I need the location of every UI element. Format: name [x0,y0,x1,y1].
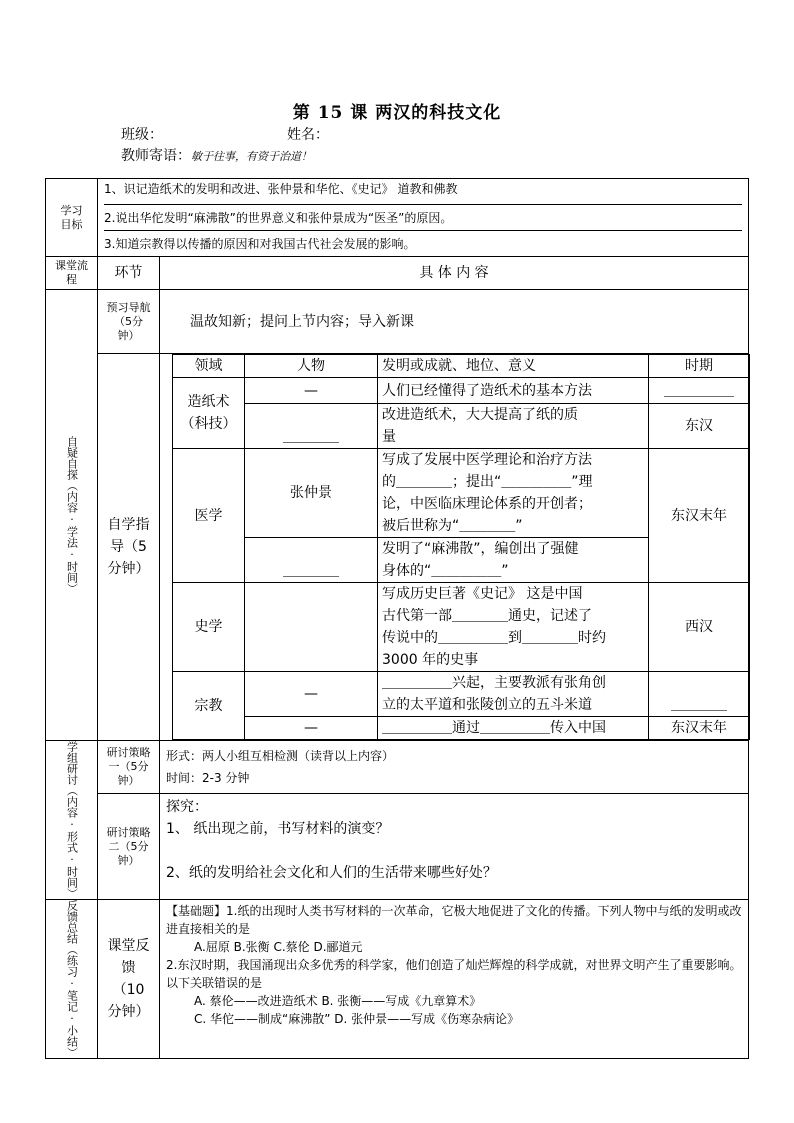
motto-label: 教师寄语： [121,148,191,164]
guide-label: 自学指导（5分钟） [98,354,160,741]
preview-content: 温故知新；提问上节内容；导入新课 [160,290,749,354]
group-study-side [46,741,98,900]
teacher-motto [121,145,312,165]
field-religion: 宗教 [173,672,245,740]
motto-text: 敏于往事，有资于治道！ [191,150,312,163]
self-study-label: 自疑自探（内容·学法·时间） [65,436,79,594]
medicine-person-2: ＿＿＿＿ [245,538,378,583]
strategy1-time: 时间：2-3 分钟 [166,771,250,786]
step-header: 环节 [98,257,160,290]
paper-desc-2: 改进造纸术，大大提高了纸的质 量 [378,404,649,449]
strategy1-label: 研讨策略一（5分钟） [98,741,160,794]
strategy1-content [160,741,749,794]
medicine-desc-1: 写成了发展中医学理论和治疗方法 的＿＿＿＿；提出“＿＿＿＿＿”理 论，中医临床理论体系的开创者； 被后世称为“＿＿＿＿” [378,449,649,538]
goal-item: 3.知道宗教得以传播的原因和对我国古代社会发展的影响。 [104,237,416,251]
religion-desc-1: ＿＿＿＿＿兴起，主要教派有张角创 立的太平道和张陵创立的五斗米道 [378,672,649,717]
flow-label: 课堂流程 [46,257,98,290]
religion-period-1: ＿＿＿＿ [649,672,750,717]
paper-period-1: ＿＿＿＿＿ [649,378,750,404]
history-period: 西汉 [649,583,750,672]
strategy1-form: 形式：两人小组互相检测（读背以上内容） [166,749,395,764]
feedback-q1: 【基础题】1.纸的出现时人类书写材料的一次革命，它极大地促进了文化的传播。下列人物中与纸的发明或改进直接相关的是 [166,904,742,936]
history-person [245,583,378,672]
medicine-person-1: 张仲景 [245,449,378,538]
explore-heading: 探究： [166,799,208,816]
page-title: 第 15 课 两汉的科技文化 [292,103,502,123]
strategy2-label: 研讨策略二（5分钟） [98,794,160,900]
goal-item: 2.说出华佗发明“麻沸散”的世界意义和张仲景成为“医圣”的原因。 [104,205,742,231]
field-history: 史学 [173,583,245,672]
col-header-field: 领域 [173,355,245,378]
feedback-label: 反馈总结（练习·笔记·小结） [65,900,79,1058]
col-header-period: 时期 [649,355,750,378]
paper-person-2: ＿＿＿＿ [245,404,378,449]
goals-label: 学习目标 [46,179,98,257]
religion-desc-2: ＿＿＿＿＿通过＿＿＿＿＿传入中国 [378,717,649,740]
goals-content [98,179,749,257]
lesson-table [45,178,749,1059]
religion-person-2: — [245,717,378,740]
col-header-achievement: 发明或成就、地位、意义 [378,355,649,378]
field-paper: 造纸术（科技） [173,378,245,449]
feedback-q2-options-cd: C. 华佗——制成“麻沸散” D. 张仲景——写成《伤寒杂病论》 [194,1012,520,1026]
self-study-side [46,290,98,741]
guide-table [172,354,750,740]
paper-desc-1: 人们已经懂得了造纸术的基本方法 [378,378,649,404]
feedback-q2-options-ab: A. 蔡伦——改进造纸术 B. 张衡——写成《九章算术》 [194,994,482,1008]
explore-question-1: 1、 纸出现之前，书写材料的演变？ [166,821,390,838]
history-desc: 写成历史巨著《史记》 这是中国 古代第一部＿＿＿＿通史，记述了 传说中的＿＿＿＿＿到＿＿＿＿时约 3000 年的史事 [378,583,649,672]
group-study-label: 学组研讨（内容·形式·时间） [65,741,79,899]
basic-tag: 【基础题】 [166,904,227,918]
strategy2-content [160,794,749,900]
explore-question-2: 2、纸的发明给社会文化和人们的生活带来哪些好处？ [166,865,497,882]
feedback-content [160,900,749,1059]
medicine-desc-2: 发明了“麻沸散”，编创出了强健 身体的“＿＿＿＿＿” [378,538,649,583]
class-label: 班级： [121,127,163,143]
religion-period-2: 东汉末年 [649,717,750,740]
feedback-q1-options: A.屈原 B.张衡 C.蔡伦 D.郦道元 [194,940,363,954]
preview-label: 预习导航（5分钟） [98,290,160,354]
content-header: 具 体 内 容 [160,257,749,290]
class-feedback-label: 课堂反馈（10分钟） [98,900,160,1059]
col-header-person: 人物 [245,355,378,378]
feedback-side [46,900,98,1059]
paper-period-2: 东汉 [649,404,750,449]
field-medicine: 医学 [173,449,245,583]
name-label: 姓名： [287,127,329,143]
religion-person-1: — [245,672,378,717]
goal-item: 1、识记造纸术的发明和改进、张仲景和华佗、《史记》 道教和佛教 [104,179,742,205]
guide-cell [160,354,749,741]
paper-person-1: — [245,378,378,404]
medicine-period: 东汉末年 [649,449,750,583]
feedback-q2: 2.东汉时期，我国涌现出众多优秀的科学家，他们创造了灿烂辉煌的科学成就，对世界文明产生了重要影响。以下关联错误的是 [166,958,742,990]
